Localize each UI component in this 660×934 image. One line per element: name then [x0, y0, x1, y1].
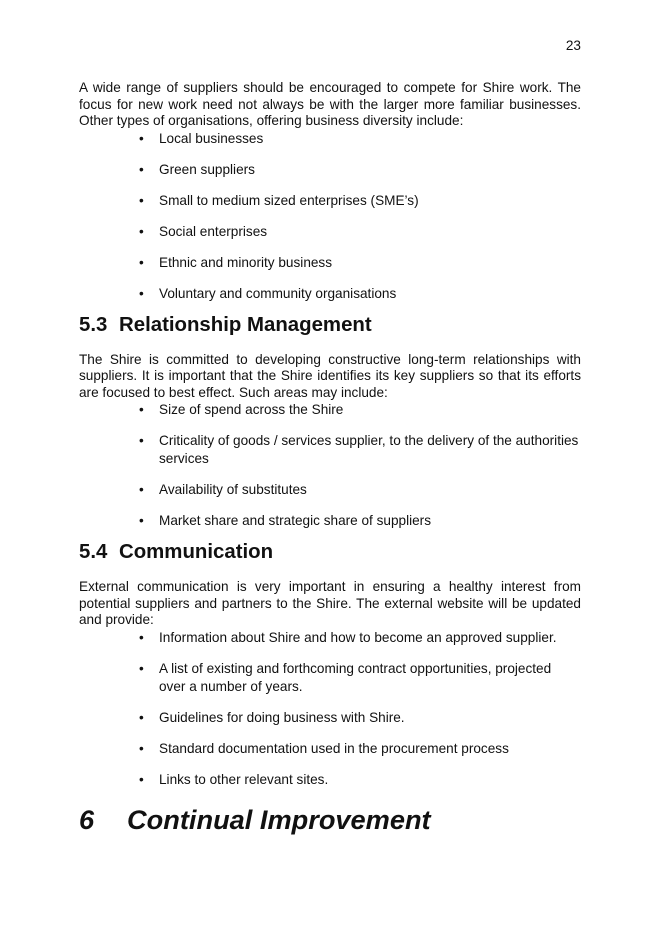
intro-paragraph: A wide range of suppliers should be encouraged to compete for Shire work. The focus for new work need not always be with the larger more familiar businesses. Other types of organisations, offering business diversity include: — [79, 80, 581, 128]
section-title: Communication — [119, 541, 274, 563]
list-item — [139, 740, 581, 758]
list-item-text: Criticality of goods / services supplier, to the delivery of the authorities services — [159, 433, 579, 466]
list-item — [139, 401, 581, 419]
bullet-icon: • — [139, 433, 144, 448]
list-item — [139, 432, 581, 468]
intro-bullet-list — [79, 130, 581, 303]
section-5-3-bullet-list — [79, 401, 581, 530]
list-item — [139, 709, 581, 727]
section-title: Continual Improvement — [127, 803, 431, 835]
bullet-icon: • — [139, 161, 144, 177]
bullet-icon: • — [139, 771, 144, 787]
section-number: 5.3 — [79, 313, 108, 336]
bullet-icon: • — [139, 192, 144, 208]
list-item — [139, 285, 581, 303]
bullet-icon: • — [139, 254, 144, 270]
list-item-text: Social enterprises — [159, 223, 268, 239]
bullet-icon: • — [139, 513, 144, 528]
list-item — [139, 223, 581, 241]
bullet-icon: • — [139, 740, 144, 756]
list-item-text: Ethnic and minority business — [159, 254, 333, 270]
bullet-icon: • — [139, 130, 144, 146]
section-number: 6 — [79, 803, 95, 835]
section-title: Relationship Management — [119, 313, 372, 336]
list-item-text: Links to other relevant sites. — [159, 771, 329, 787]
list-item-text: Availability of substitutes — [159, 482, 307, 497]
bullet-icon: • — [139, 402, 144, 417]
list-item — [139, 660, 581, 696]
section-5-3-paragraph: The Shire is committed to developing constructive long-term relationships with suppliers. It is important that the Shire identifies its key suppliers so that its efforts are focused to best effect. Such areas may include: — [79, 351, 581, 400]
document-body — [79, 80, 581, 835]
list-item — [139, 512, 581, 530]
list-item-text: Voluntary and community organisations — [159, 285, 397, 301]
section-heading-5-3 — [79, 313, 581, 336]
list-item-text: Market share and strategic share of suppliers — [159, 513, 432, 528]
page-number: 23 — [565, 38, 581, 53]
section-5-4-paragraph: External communication is very important in ensuring a healthy interest from potential suppliers and partners to the Shire. The external website will be updated and provide: — [79, 579, 581, 627]
list-item — [139, 130, 581, 148]
list-item-text: Small to medium sized enterprises (SME’s) — [159, 192, 419, 208]
list-item — [139, 481, 581, 499]
list-item-text: Information about Shire and how to become an approved supplier. — [159, 629, 557, 645]
bullet-icon: • — [139, 660, 144, 676]
list-item — [139, 254, 581, 272]
list-item — [139, 192, 581, 210]
list-item-text: A list of existing and forthcoming contract opportunities, projected over a number of years. — [159, 660, 552, 694]
list-item-text: Guidelines for doing business with Shire. — [159, 709, 405, 725]
bullet-icon: • — [139, 223, 144, 239]
list-item-text: Green suppliers — [159, 161, 255, 177]
section-heading-5-4 — [79, 543, 581, 561]
bullet-icon: • — [139, 629, 144, 645]
bullet-icon: • — [139, 285, 144, 301]
list-item-text: Size of spend across the Shire — [159, 402, 344, 417]
section-heading-6 — [79, 803, 581, 835]
bullet-icon: • — [139, 482, 144, 497]
bullet-icon: • — [139, 709, 144, 725]
list-item-text: Local businesses — [159, 130, 264, 146]
list-item-text: Standard documentation used in the procurement process — [159, 740, 509, 756]
section-number: 5.4 — [79, 541, 108, 563]
list-item — [139, 629, 581, 647]
list-item — [139, 161, 581, 179]
section-5-4-bullet-list — [79, 629, 581, 789]
list-item — [139, 771, 581, 789]
